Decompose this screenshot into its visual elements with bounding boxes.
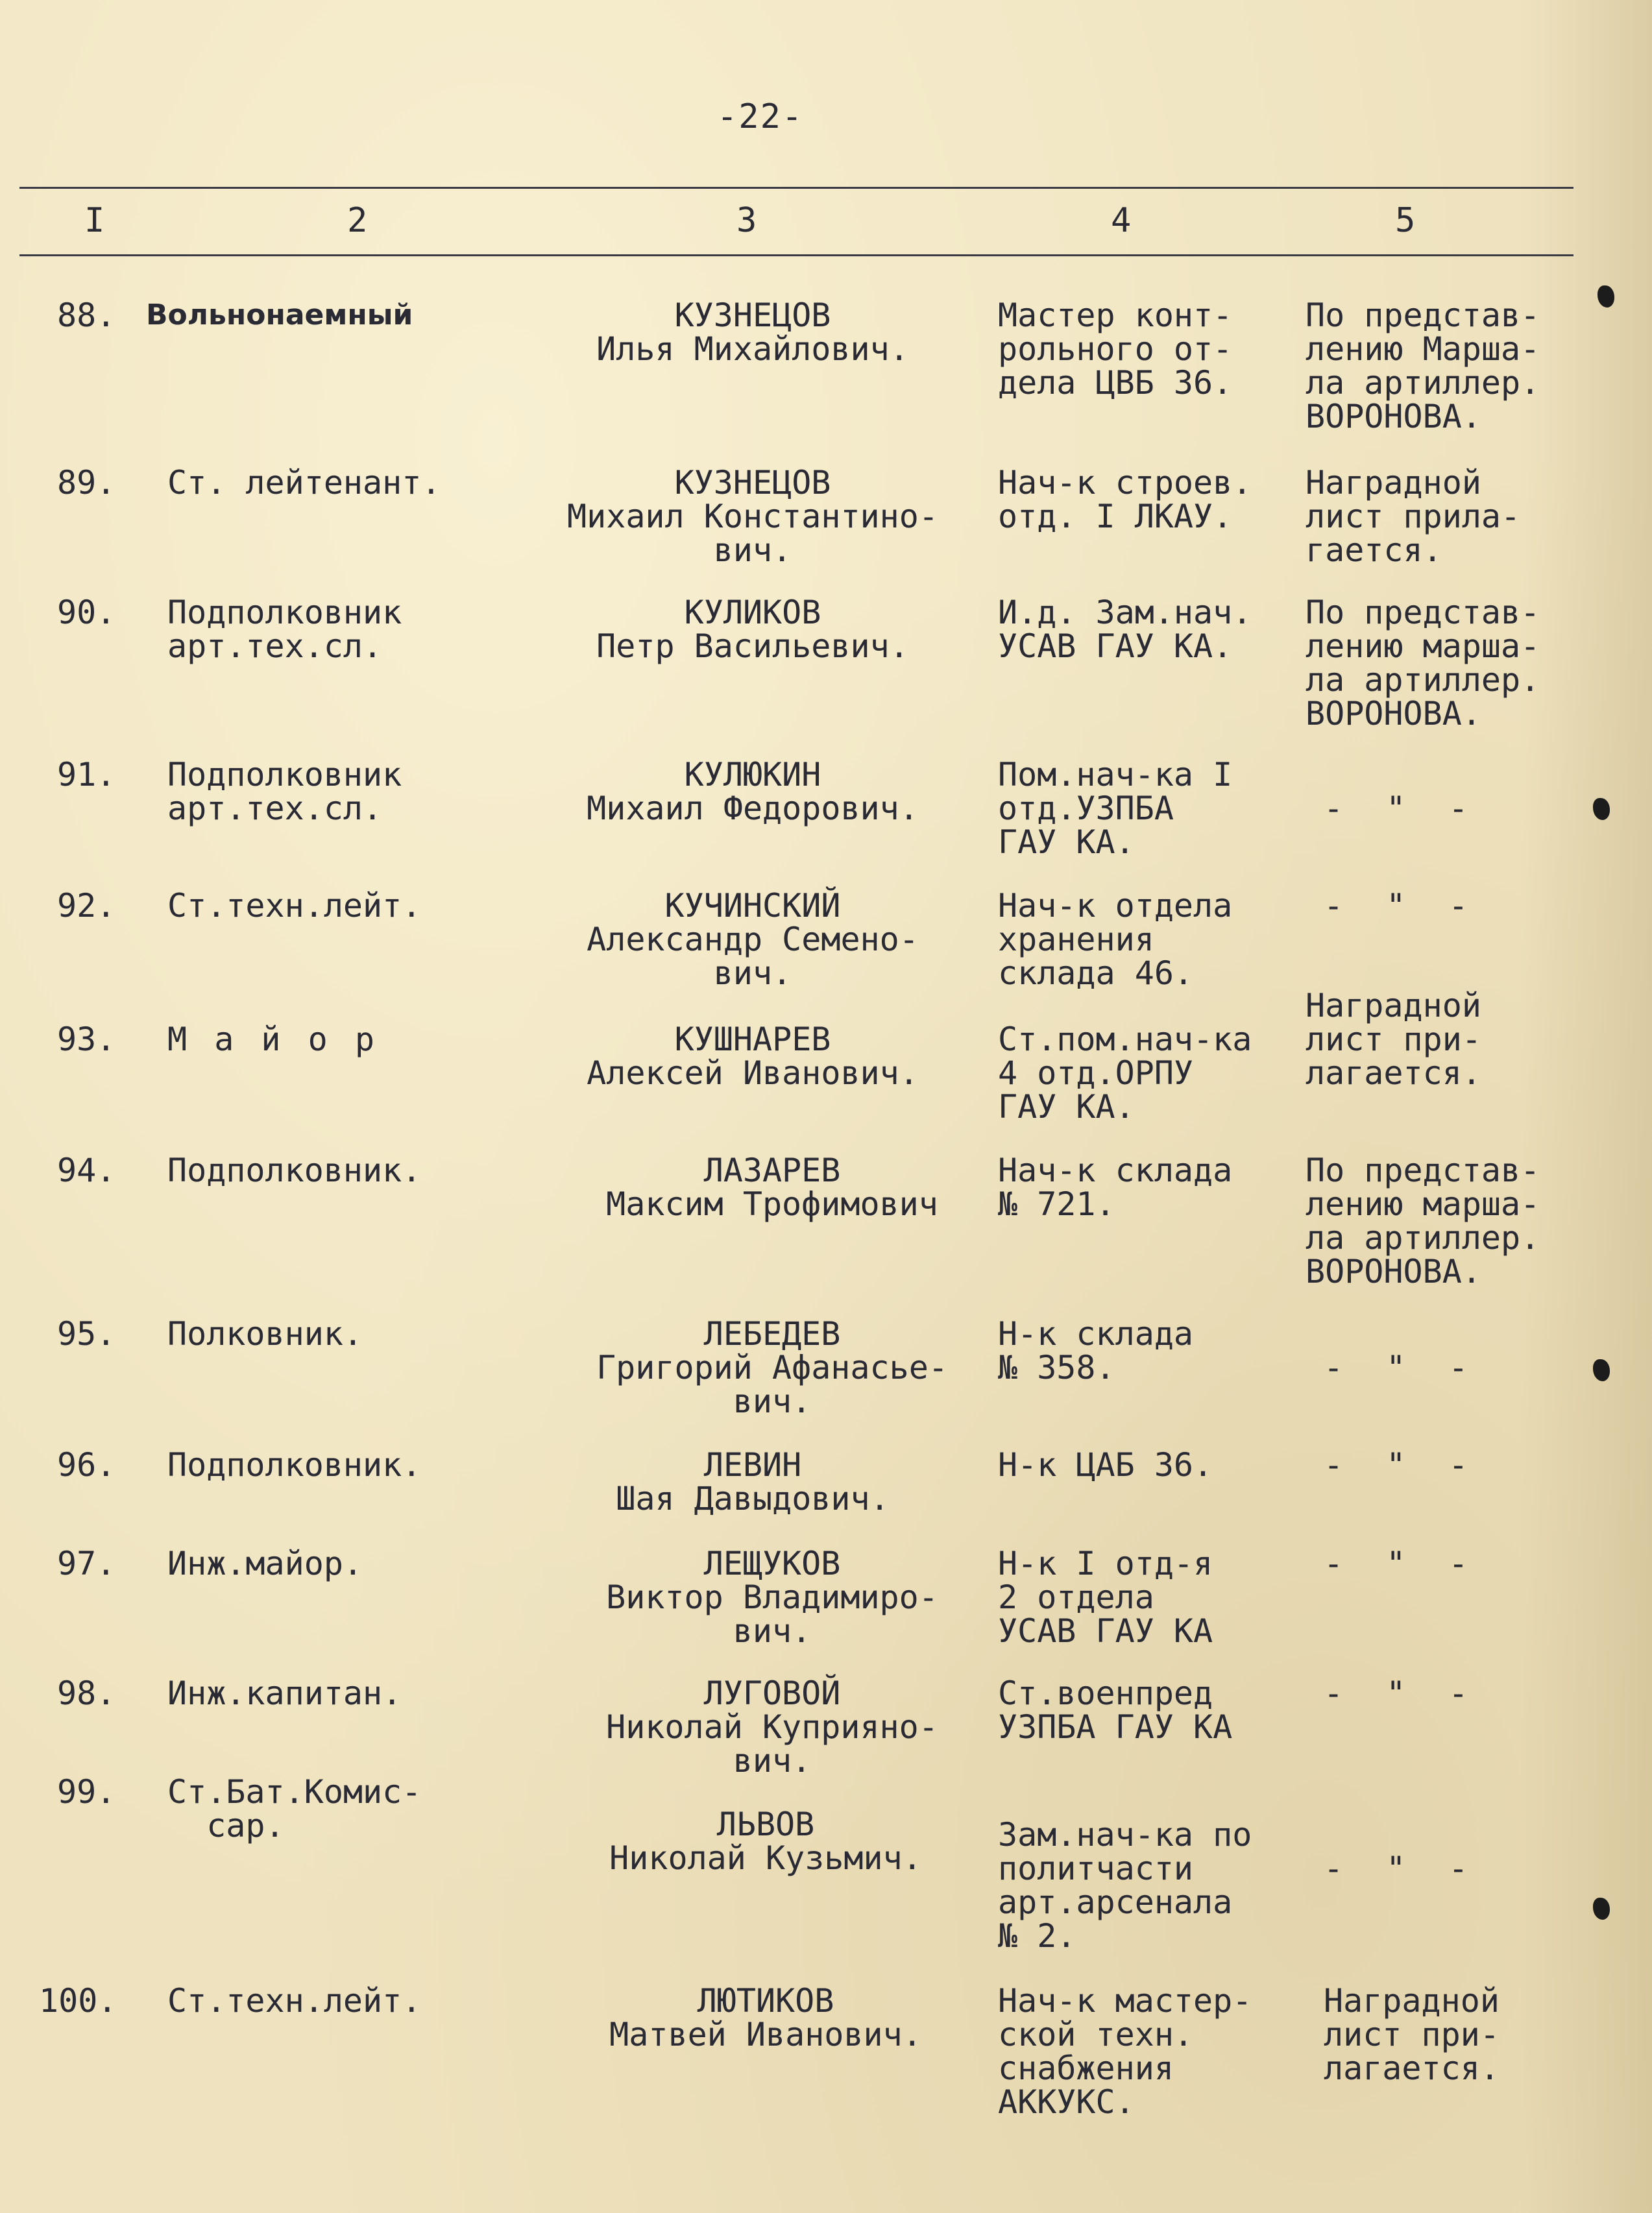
position: Н-к I отд-я 2 отдела УСАВ ГАУ КА	[998, 1545, 1213, 1650]
row-number: 89.	[57, 464, 116, 502]
position: Нач-к строев. отд. I ЛКАУ.	[998, 464, 1252, 535]
note-ditto: - " -	[1324, 887, 1480, 925]
position: Пом.нач-ка I отд.УЗПБА ГАУ КА.	[998, 756, 1233, 861]
rank: Ст.техн.лейт.	[167, 1982, 422, 2020]
person-name: ЛЕВИН Шая Давыдович.	[616, 1446, 890, 1518]
rank: Ст. лейтенант.	[167, 464, 441, 502]
note-ditto: - " -	[1324, 1545, 1480, 1582]
rank: Полковник.	[167, 1315, 363, 1353]
rank: Подполковник.	[167, 1152, 422, 1189]
table-header-bottom-rule	[19, 254, 1573, 256]
person-name: КУЗНЕЦОВ Илья Михайлович.	[596, 296, 909, 368]
table-header-top-rule	[19, 187, 1573, 189]
position: Мастер конт- рольного от- дела ЦВБ 36.	[998, 296, 1233, 402]
row-number: 97.	[57, 1545, 116, 1582]
note: По представ- лению марша- ла артиллер. ВОРОНОВА.	[1306, 594, 1540, 732]
rank: Подполковник арт.тех.сл.	[167, 594, 402, 665]
position: Ст.пом.нач-ка 4 отд.ОРПУ ГАУ КА.	[998, 1021, 1252, 1126]
row-number: 91.	[57, 756, 116, 793]
position: Нач-к склада № 721.	[998, 1152, 1233, 1223]
note: Наградной лист прила- гается.	[1306, 464, 1521, 569]
note: Наградной лист при- лагается.	[1306, 987, 1481, 1092]
column-header-5: 5	[1395, 201, 1416, 240]
note-ditto: - " -	[1324, 790, 1480, 827]
position: И.д. Зам.нач. УСАВ ГАУ КА.	[998, 594, 1252, 665]
rank: Подполковник арт.тех.сл.	[167, 756, 402, 827]
person-name: КУШНАРЕВ Алексей Иванович.	[587, 1021, 919, 1092]
person-name: КУЛИКОВ Петр Васильевич.	[596, 594, 909, 665]
rank: Подполковник.	[167, 1446, 422, 1484]
page-number: -22-	[717, 97, 804, 136]
note-ditto: - " -	[1324, 1446, 1480, 1484]
binding-hole	[1593, 798, 1610, 820]
position: Н-к ЦАБ 36.	[998, 1446, 1213, 1484]
rank: Вольнонаемный	[146, 298, 413, 332]
row-number: 96.	[57, 1446, 116, 1484]
rank: Инж.капитан.	[167, 1675, 402, 1712]
note: По представ- лению марша- ла артиллер. ВОРОНОВА.	[1306, 1152, 1540, 1290]
note-ditto: - " -	[1324, 1675, 1480, 1712]
person-name: ЛЬВОВ Николай Кузьмич.	[609, 1806, 922, 1877]
rank: Инж.майор.	[167, 1545, 363, 1582]
note: Наградной лист при- лагается.	[1324, 1982, 1500, 2087]
row-number: 93.	[57, 1021, 116, 1058]
row-number: 95.	[57, 1315, 116, 1353]
note-ditto: - " -	[1324, 1349, 1480, 1386]
column-header-2: 2	[347, 201, 368, 240]
rank: Ст.техн.лейт.	[167, 887, 422, 925]
person-name: КУЛЮКИН Михаил Федорович.	[587, 756, 919, 827]
binding-hole	[1593, 1898, 1610, 1920]
rank: Ст.Бат.Комис- сар.	[167, 1773, 422, 1844]
binding-hole	[1593, 1359, 1610, 1381]
row-number: 94.	[57, 1152, 116, 1189]
binding-hole	[1597, 285, 1614, 308]
column-header-3: 3	[736, 201, 757, 240]
row-number: 92.	[57, 887, 116, 925]
column-header-1: I	[84, 201, 105, 240]
rank: М а й о р	[167, 1021, 378, 1058]
person-name: ЛАЗАРЕВ Максим Трофимович	[606, 1152, 938, 1223]
note: По представ- лению Марша- ла артиллер. ВОРОНОВА.	[1306, 296, 1540, 435]
column-header-4: 4	[1111, 201, 1132, 240]
row-number: 98.	[57, 1675, 116, 1712]
row-number: 100.	[39, 1982, 117, 2020]
position: Нач-к мастер- ской техн. снабжения АККУКС.	[998, 1982, 1252, 2121]
person-name: ЛУГОВОЙ Николай Куприяно- вич.	[606, 1675, 938, 1780]
person-name: ЛЕЩУКОВ Виктор Владимиро- вич.	[606, 1545, 938, 1650]
person-name: ЛЕБЕДЕВ Григорий Афанасье- вич.	[596, 1315, 948, 1420]
position: Н-к склада № 358.	[998, 1315, 1194, 1386]
position: Ст.военпред УЗПБА ГАУ КА	[998, 1675, 1233, 1746]
row-number: 88.	[57, 296, 116, 334]
position: Зам.нач-ка по политчасти арт.арсенала № 2.	[998, 1816, 1252, 1955]
row-number: 90.	[57, 594, 116, 631]
person-name: ЛЮТИКОВ Матвей Иванович.	[609, 1982, 922, 2053]
person-name: КУЧИНСКИЙ Александр Семено- вич.	[587, 887, 919, 992]
position: Нач-к отдела хранения склада 46.	[998, 887, 1233, 992]
note-ditto: - " -	[1324, 1850, 1480, 1887]
person-name: КУЗНЕЦОВ Михаил Константино- вич.	[567, 464, 938, 569]
row-number: 99.	[57, 1773, 116, 1811]
